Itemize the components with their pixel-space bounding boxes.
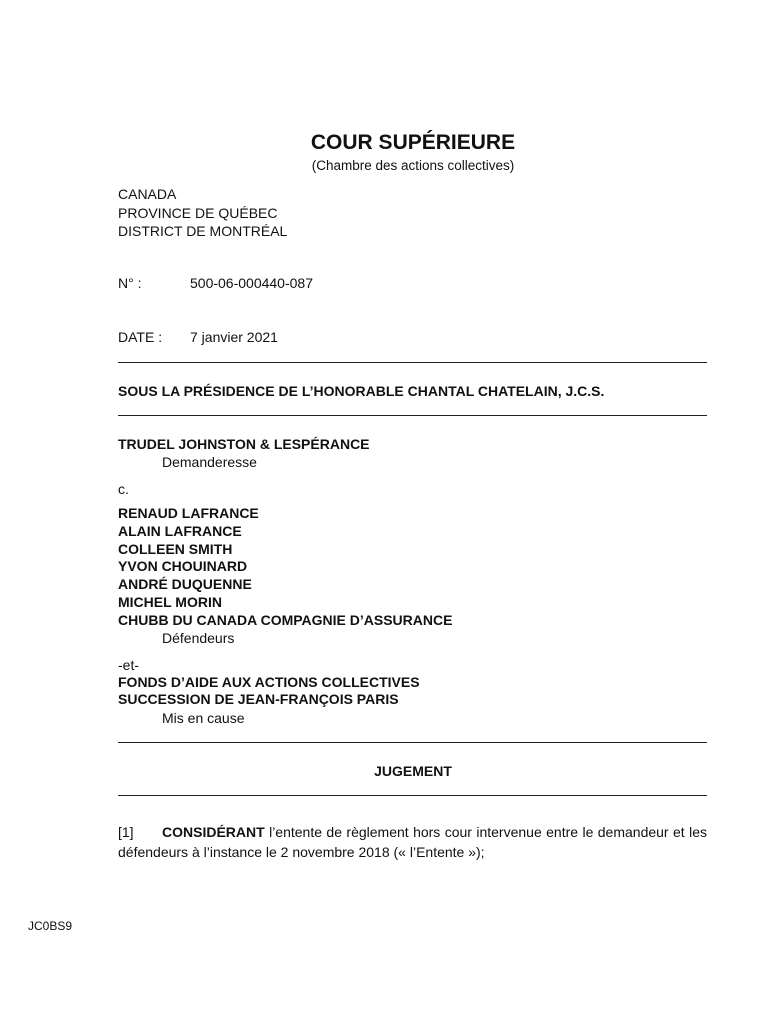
and-separator: -et- <box>118 657 139 673</box>
file-number-label: N° : <box>118 275 142 291</box>
divider <box>118 742 707 743</box>
date-label: DATE : <box>118 329 163 345</box>
versus: c. <box>118 481 129 497</box>
defendant-name: ANDRÉ DUQUENNE <box>118 576 252 592</box>
judgment-heading: JUGEMENT <box>374 763 452 779</box>
divider <box>118 362 707 363</box>
divider <box>118 795 707 796</box>
paragraph-lead: CONSIDÉRANT <box>162 824 265 840</box>
divider <box>118 415 707 416</box>
impleaded-name: SUCCESSION DE JEAN-FRANÇOIS PARIS <box>118 691 399 707</box>
date-value: 7 janvier 2021 <box>190 329 278 345</box>
defendants-role: Défendeurs <box>162 630 235 646</box>
impleaded-name: FONDS D’AIDE AUX ACTIONS COLLECTIVES <box>118 674 420 690</box>
jurisdiction-country: CANADA <box>118 186 177 202</box>
chamber-subtitle: (Chambre des actions collectives) <box>311 158 515 173</box>
paragraph-1 <box>118 822 707 862</box>
jurisdiction-district: DISTRICT DE MONTRÉAL <box>118 223 288 239</box>
paragraph-number: [1] <box>118 824 134 840</box>
paragraph-text: l’entente de règlement hors cour intervenue entre le demandeur et les défendeurs à l’instance le 2 novembre 2018 (« l’Entente »); <box>118 824 707 860</box>
defendant-name: COLLEEN SMITH <box>118 541 233 557</box>
impleaded-role: Mis en cause <box>162 710 245 726</box>
footer-code: JC0BS9 <box>28 919 73 933</box>
defendant-name: RENAUD LAFRANCE <box>118 505 259 521</box>
file-number-value: 500-06-000440-087 <box>190 275 313 291</box>
court-title: COUR SUPÉRIEURE <box>310 131 516 154</box>
defendant-name: MICHEL MORIN <box>118 594 222 610</box>
defendant-name: ALAIN LAFRANCE <box>118 523 242 539</box>
presiding-judge: SOUS LA PRÉSIDENCE DE L’HONORABLE CHANTAL CHATELAIN, J.C.S. <box>118 383 605 399</box>
plaintiff-name: TRUDEL JOHNSTON & LESPÉRANCE <box>118 436 370 452</box>
plaintiff-role: Demanderesse <box>162 454 257 470</box>
jurisdiction-province: PROVINCE DE QUÉBEC <box>118 205 278 221</box>
defendant-name: YVON CHOUINARD <box>118 558 248 574</box>
defendant-name: CHUBB DU CANADA COMPAGNIE D’ASSURANCE <box>118 612 453 628</box>
